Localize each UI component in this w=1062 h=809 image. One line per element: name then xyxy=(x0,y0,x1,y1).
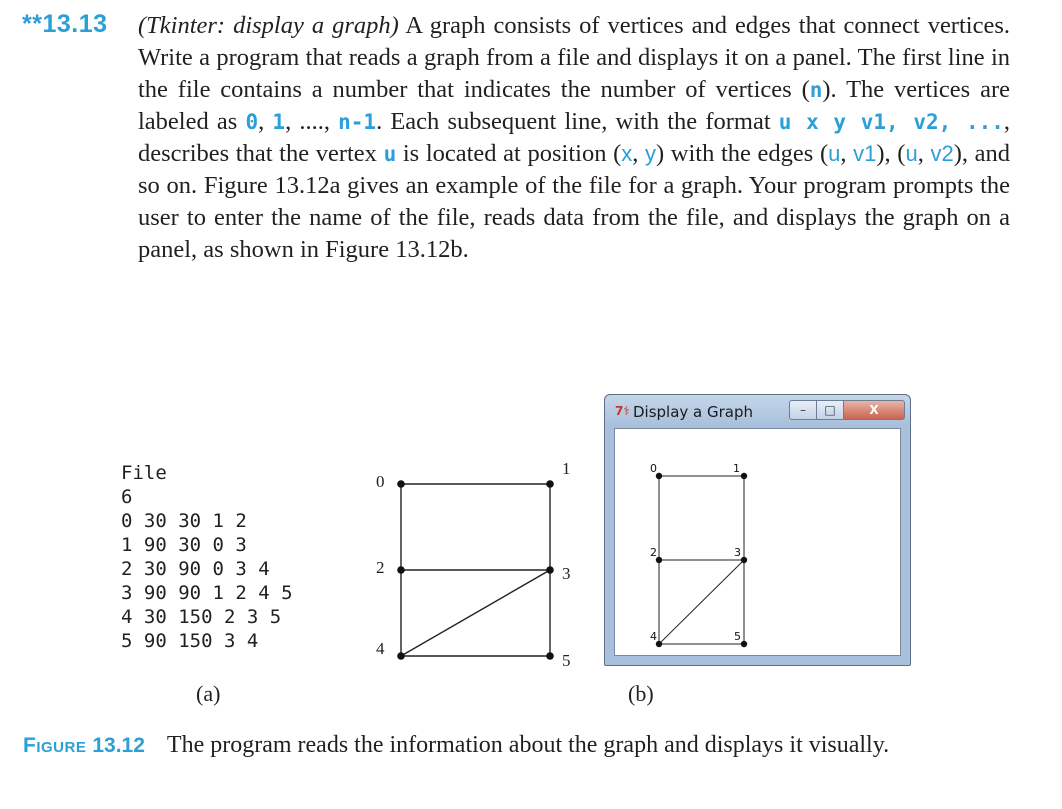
caption-b: (b) xyxy=(628,681,654,706)
a-vertex-label-0: 0 xyxy=(376,472,385,491)
b-vertex-label-5: 5 xyxy=(734,630,741,643)
text-segment: ) with the edges ( xyxy=(656,140,829,167)
a-vertex-label-2: 2 xyxy=(376,558,385,577)
a-edge-3-4 xyxy=(401,570,550,656)
figure-word: Figure xyxy=(23,734,87,757)
window-title: Display a Graph xyxy=(633,403,754,421)
code-edge2-u: u xyxy=(905,141,918,166)
code-format: u x y v1, v2, ... xyxy=(778,110,1004,134)
window-graph xyxy=(615,429,900,655)
text-segment: , describes that the vertex xyxy=(138,108,1010,167)
code-v1: 1 xyxy=(272,110,286,134)
display-graph-window xyxy=(604,394,911,666)
figure-caption-text: The program reads the information about the graph and displays it visually. xyxy=(166,732,890,758)
code-y: y xyxy=(645,141,657,166)
code-n-minus-1: n-1 xyxy=(338,110,377,134)
maximize-button[interactable]: □ xyxy=(816,400,844,420)
text-segment: , xyxy=(840,140,854,167)
b-vertex-label-3: 3 xyxy=(734,546,741,559)
b-edge-3-4 xyxy=(659,560,744,644)
a-vertex-0 xyxy=(397,480,405,488)
a-vertex-label-1: 1 xyxy=(562,459,571,478)
b-vertex-label-2: 2 xyxy=(650,546,657,559)
figure-caption xyxy=(23,732,889,759)
text-segment: , xyxy=(917,140,931,167)
a-vertex-label-4: 4 xyxy=(376,639,385,658)
text-segment: . Each subsequent line, with the format xyxy=(376,108,779,135)
figure-number: 13.12 xyxy=(92,734,145,757)
window-titlebar[interactable] xyxy=(611,399,904,425)
text-segment: A graph consists of vertices and edges that connect vertices. Write a program that reads a graph from a file and displays it on a panel. The first line in the file contains a number that indicates the number of vertices ( xyxy=(138,12,1010,103)
text-segment: ), ( xyxy=(876,140,906,167)
exercise-number: **13.13 xyxy=(22,10,108,38)
b-vertex-label-0: 0 xyxy=(650,462,657,475)
code-x: x xyxy=(621,141,633,166)
a-vertex-label-5: 5 xyxy=(562,651,571,670)
code-edge1-u: u xyxy=(828,141,841,166)
app-icon: 7⚕ xyxy=(615,404,630,418)
text-segment: ). The vertices are labeled as xyxy=(138,76,1010,135)
caption-a: (a) xyxy=(196,681,221,706)
exercise-title: (Tkinter: display a graph) xyxy=(138,12,399,39)
text-segment: , xyxy=(258,108,273,135)
a-vertex-4 xyxy=(397,652,405,660)
graph-canvas xyxy=(614,428,901,656)
a-vertex-1 xyxy=(546,480,554,488)
b-vertex-label-1: 1 xyxy=(733,462,740,475)
code-edge1-v1: v1 xyxy=(853,141,877,166)
code-u: u xyxy=(383,142,397,166)
close-button[interactable]: X xyxy=(843,400,905,420)
a-vertex-2 xyxy=(397,566,405,574)
b-vertex-3 xyxy=(741,557,747,563)
text-segment: , xyxy=(632,140,646,167)
code-n: n xyxy=(809,78,823,102)
minimize-button[interactable]: – xyxy=(789,400,817,420)
a-vertex-5 xyxy=(546,652,554,660)
code-edge2-v2: v2 xyxy=(930,141,954,166)
b-vertex-1 xyxy=(741,473,747,479)
code-v0: 0 xyxy=(245,110,259,134)
file-listing: File 6 0 30 30 1 2 1 90 30 0 3 2 30 90 0 3 4 3 90 90 1 2 4 5 4 30 150 2 3 5 5 90 150 3 4 xyxy=(121,462,293,652)
b-vertex-5 xyxy=(741,641,747,647)
a-vertex-label-3: 3 xyxy=(562,564,571,583)
text-segment: is located at position ( xyxy=(396,140,622,167)
a-vertex-3 xyxy=(546,566,554,574)
b-vertex-label-4: 4 xyxy=(650,630,657,643)
text-segment: , ...., xyxy=(285,108,339,135)
text-segment: ), and so on. Figure 13.12a gives an example of the file for a graph. Your program prompts the user to enter the name of the file, reads data from the file, and displays the graph on a panel, as shown in Figure 13.12b. xyxy=(138,140,1011,263)
